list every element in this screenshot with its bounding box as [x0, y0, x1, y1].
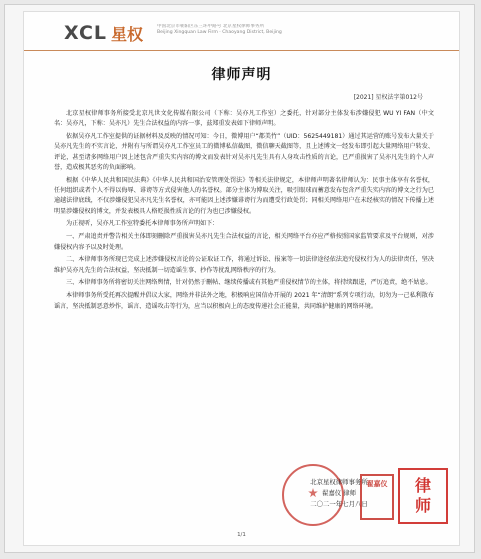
- paragraph-3: 根据《中华人民共和国民法典》《中华人民共和国治安管理处罚法》等相关法律规定，本律师声明著名律师认为：民事主体享有名誉权，任何组织或者个人不得以侮辱、诽谤等方式侵害他人的名誉权。部分主体为博取关注，吸引眼球而蓄意发布包含严重失实内容的博文之行为已逾越法律底线，不仅涉嫌侵犯吴亦凡先生名誉权，亦可能因上述涉嫌诽谤行为而遭受行政处罚；同相关网络用户在未经核实的情况下传播上述明显涉嫌侵权的博文，并发表极具人格贬损性质言论的行为也已涉嫌侵权。: [54, 176, 434, 215]
- letterhead: [24, 12, 459, 51]
- lawyer-seal-icon: [398, 468, 448, 524]
- document-number: [2021] 星权法字第012号: [353, 94, 423, 101]
- item-1: 一、严肃追责并警告相关主体即刻删除严重损害吴亦凡先生合法权益的言论，相关网络平台亦应严格按照国家监管要求及平台规则，对涉嫌侵权内容予以及时处理。: [54, 233, 434, 251]
- statement-paper: [23, 11, 460, 546]
- paragraph-1: 北京星权律师事务所接受北京凡世文化传媒有限公司（下称：吴亦凡工作室）之委托，针对部分主体发布涉嫌侵犯 WU YI FAN（中文名：吴亦凡，下称：吴亦凡）先生合法权益的内容一事，兹郑重发表如下律师声明。: [54, 110, 434, 128]
- closing-paragraph: 本律师事务所受托再次提醒并倡议大家，网络并非法外之地，积极响应国信办开展的 2021 年“清朗”系列专项行动，切勿为一己私利散布谣言，坚决抵制恶意炒作，谣言、造谣攻击等行为，应当以积极向上的态度传递社会正能量，共同维护健康的网络环境。: [54, 292, 434, 310]
- sign-lawyer: 翟嘉仪 律师: [322, 489, 356, 497]
- logo-cn: 星权: [111, 24, 144, 44]
- logo-xcl: XCL: [64, 22, 108, 44]
- sign-date: 二〇二一年七月八日: [310, 500, 368, 508]
- firm-logo: [64, 22, 143, 44]
- paragraph-2: 依据吴亦凡工作室提供的证据材料及反映的情况可知：今日，微博用户“都美竹”（UID：5625449181）通过其运营的账号发布大量关于吴亦凡先生的不实言论，并附有与所谓吴亦凡工作室员工的微博私信截图，微信聊天截图等，且上述博文一经发布即引起大量网络用户转发、评论，甚至诸多网络用户因上述包含严重失实内容的博文而发表针对吴亦凡先生具有人身攻击性质的言论，已严重损害了吴亦凡先生的个人声誉，造成极其恶劣的负面影响。: [54, 133, 434, 171]
- page-number: 1/1: [237, 532, 246, 538]
- item-3: 三、本律师事务所将密切关注网络舆情，针对仍然于删帖、继续传播或有其他严重侵权情节的主体，将持续跟进，严厉追责，绝不姑息。: [66, 279, 432, 287]
- item-2: 二、本律师事务所现已完成上述涉嫌侵权言论的公证取证工作，将通过诉讼、报案等一切法律途径依法追究侵权行为人的法律责任，坚决维护吴亦凡先生的合法权益，坚决抵制一切造谣生事、抄作等扰乱网络秩序的行为。: [54, 256, 434, 274]
- sign-firm: 北京星权律师事务所: [310, 478, 368, 486]
- lawyer-seal-line-1: 律: [414, 476, 431, 495]
- letterhead-address: [157, 24, 457, 36]
- lawyer-stamp-icon: 翟嘉仪: [360, 474, 394, 520]
- statement-body: [54, 109, 434, 314]
- address-line-2: Beijing Xingquan Law Firm · Chaoyang District, Beijing: [157, 30, 282, 35]
- image-frame: [4, 4, 475, 553]
- lawyer-seal-line-2: 师: [414, 496, 431, 515]
- page-title: 律师声明: [211, 67, 272, 83]
- address-line-1: 中国北京市朝阳区东三环中路号 北京星权律师事务所: [157, 24, 265, 29]
- paragraph-4: 为正视听，吴亦凡工作室特委托本律师事务所声明如下：: [66, 220, 219, 228]
